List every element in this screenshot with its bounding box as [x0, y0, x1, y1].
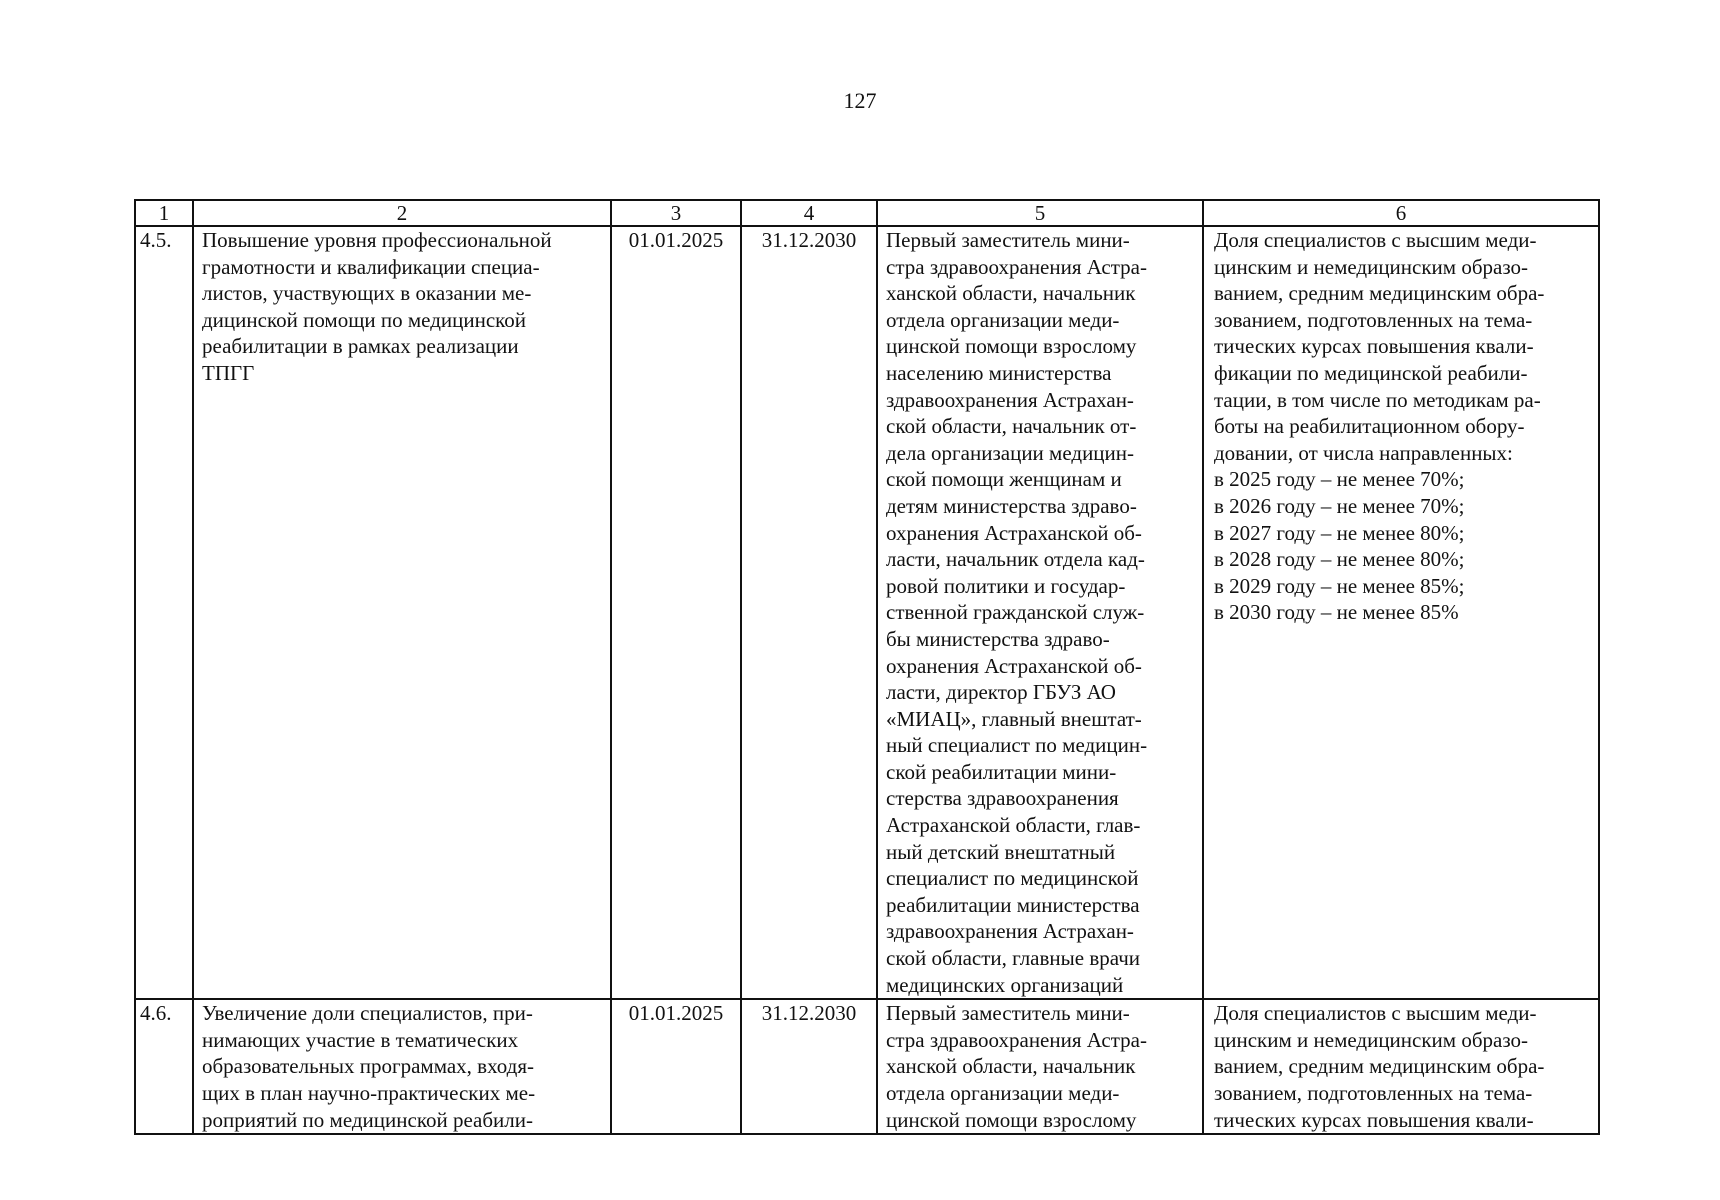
responsible-persons-text: Первый заместитель мини- стра здравоохранения Астра- ханской области, начальник отдела организации меди- цинской помощи взрослому [886, 1001, 1147, 1132]
column-header-4: 4 [741, 200, 877, 226]
start-date: 01.01.2025 [611, 226, 741, 999]
measure-name [193, 999, 611, 1134]
row-number [135, 999, 193, 1134]
measure-name: Повышение уровня профессиональной грамотности и квалификации специа- листов, участвующих в оказании ме- дицинской помощи по медицинской реабилитации в рамках реализации ТПГГ [193, 226, 611, 999]
column-header-3: 3 [611, 200, 741, 226]
column-header-1: 1 [135, 200, 193, 226]
table-row [135, 999, 1599, 1134]
row-number-text: 4.6. [140, 1001, 172, 1026]
column-header-2: 2 [193, 200, 611, 226]
indicator-text [1203, 999, 1599, 1134]
page-number: 127 [843, 88, 877, 113]
column-header-6: 6 [1203, 200, 1599, 226]
end-date: 31.12.2030 [741, 226, 877, 999]
end-date-text: 31.12.2030 [761, 1001, 857, 1026]
table-header-row [135, 200, 1599, 226]
measure-name-text: Увеличение доли специалистов, при- нимающих участие в тематических образовательных программах, входя- щих в план научно-практических ме- роприятий по медицинской реабили- [202, 1001, 536, 1132]
responsible-persons [877, 999, 1203, 1134]
table-row [135, 226, 1599, 999]
row-number: 4.5. [135, 226, 193, 999]
start-date-text: 01.01.2025 [628, 1001, 724, 1026]
end-date [741, 999, 877, 1134]
responsible-persons: Первый заместитель мини- стра здравоохранения Астра- ханской области, начальник отдела организации меди- цинской помощи взрослому населению министерства здравоохранения Астрахан- ской области, начальник от- дела организации медицин- ской помощи женщинам и детям министерства здраво- охранения Астраханской об- ласти, начальник отдела кад- ровой политики и государ- ственной гражданской служ- бы министерства здраво- охранения Астраханской об- ласти, директор ГБУЗ АО «МИАЦ», главный внештат- ный специалист по медицин- ской реабилитации мини- стерства здравоохранения Астраханской области, глав- ный детский внештатный специалист по медицинской реабилитации министерства здравоохранения Астрахан- ской области, главные врачи медицинских организаций [877, 226, 1203, 999]
column-header-5: 5 [877, 200, 1203, 226]
plan-table [134, 199, 1600, 1135]
start-date [611, 999, 741, 1134]
indicator-text-content: Доля специалистов с высшим меди- цинским и немедицинским образо- ванием, средним медицинским обра- зованием, подготовленных на тема- тических курсах повышения квали- [1214, 1001, 1545, 1132]
indicator-text: Доля специалистов с высшим меди- цинским и немедицинским образо- ванием, средним медицинским обра- зованием, подготовленных на тема- тических курсах повышения квали- фикации по медицинской реабили- тации, в том числе по методикам ра- боты на реабилитационном обору- довании, от числа направленных: в 2025 году – не менее 70%; в 2026 году – не менее 70%; в 2027 году – не менее 80%; в 2028 году – не менее 80%; в 2029 году – не менее 85%; в 2030 году – не менее 85% [1203, 226, 1599, 999]
